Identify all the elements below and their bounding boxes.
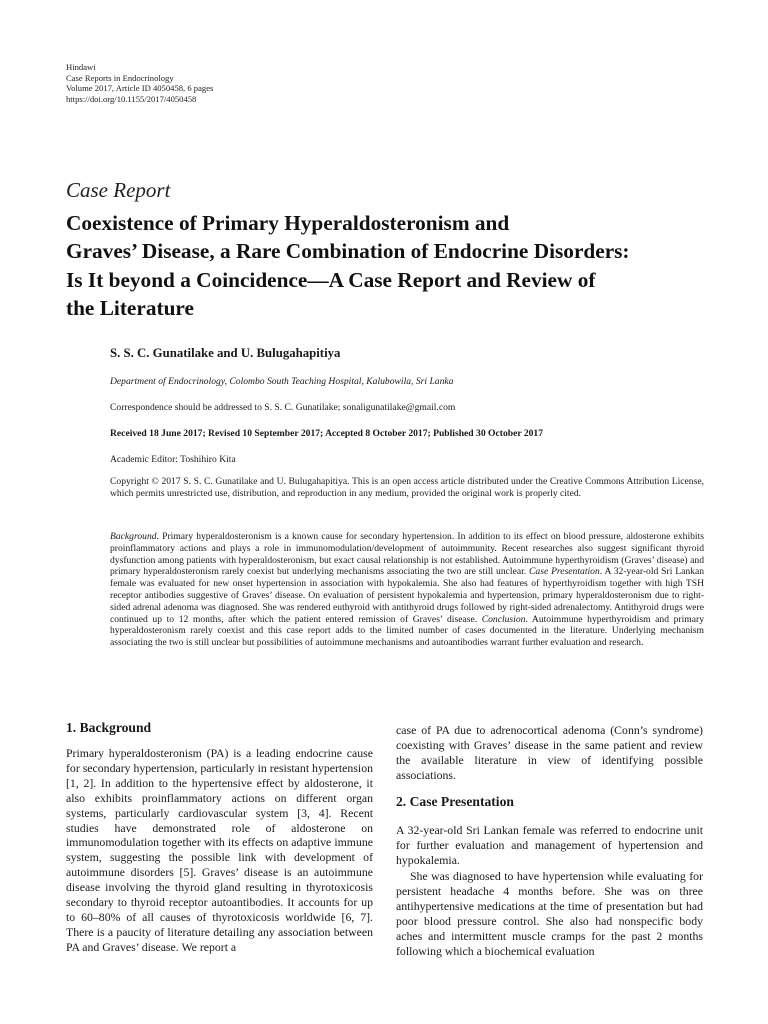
section-heading-case-presentation: 2. Case Presentation — [396, 794, 514, 809]
case-paragraph: She was diagnosed to have hypertension while evaluating for persistent headache 4 months before. She was on three antihypertensive medications at the time of presentation but had poor blood pressure control. She also had nonspecific body aches and intermittent muscle cramps for the past 2 months following which a biochemical evaluation — [396, 869, 703, 958]
case-paragraph: A 32-year-old Sri Lankan female was referred to endocrine unit for further evaluation and management of hypertension and hypokalemia. — [396, 823, 703, 867]
title-line: the Literature — [66, 295, 194, 320]
abstract — [110, 531, 704, 649]
abstract-conclusion-label: Conclusion — [481, 613, 526, 625]
authors: S. S. C. Gunatilake and U. Bulugahapitiya — [110, 346, 341, 360]
journal-header — [66, 62, 213, 104]
abstract-background-text: . Primary hyperaldosteronism is a known cause for secondary hypertension. In addition to its effect on blood pressure, aldosterone exhibits proinflammatory actions and plays a role in immunomodulation/development of autoimmunity. Recent researches also suggest significant thyroid dysfunction among patients with hyperaldosteronism, but exact causal relationship is not established. Autoimmune hyperthyroidism (Graves’ disease) and primary hyperaldosteronism rarely coexist but underlying mechanisms associating the two are still unclear. — [110, 531, 704, 578]
journal-volume: Volume 2017, Article ID 4050458, 6 pages — [66, 83, 214, 93]
title-line: Is It beyond a Coincidence—A Case Report and Review of — [66, 267, 596, 292]
article-type: Case Report — [66, 178, 171, 202]
title-line: Graves’ Disease, a Rare Combination of Endocrine Disorders: — [66, 239, 630, 264]
abstract-background-label: Background — [110, 531, 157, 542]
background-paragraph: Primary hyperaldosteronism (PA) is a leading endocrine cause for secondary hypertension, particularly in resistant hypertension [1, 2]. In addition to the hypertensive effect by aldosterone, it also exhibits proinflammatory actions on different organ systems, particularly cardiovascular system [3, 4]. Recent studies have demonstrated role of aldosterone on immunomodulation together with its effects on adaptive immune system, suggesting the possible link with development of autoimmune disorders [5]. Graves’ disease is an autoimmune disease involving the thyroid gland resulting in thyrotoxicosis secondary to thyroid receptor autoantibodies. It accounts for up to 60–80% of all causes of thyrotoxicosis worldwide [6, 7]. There is a paucity of literature detailing any association between PA and Graves’ disease. We report a — [66, 746, 373, 954]
publication-dates: Received 18 June 2017; Revised 10 September 2017; Accepted 8 October 2017; Published 30 October 2017 — [110, 428, 544, 439]
article-title — [66, 209, 706, 322]
journal-name: Case Reports in Endocrinology — [66, 72, 174, 83]
copyright-notice: Copyright © 2017 S. S. C. Gunatilake and U. Bulugahapitiya. This is an open access article distributed under the Creative Commons Attribution License, which permits unrestricted use, distribution, and reproduction in any medium, provided the original work is properly cited. — [110, 476, 704, 499]
publisher-name: Hindawi — [66, 62, 96, 72]
correspondence: Correspondence should be addressed to S. S. C. Gunatilake; sonaligunatilake@gmail.com — [110, 402, 456, 413]
background-paragraph-continued: case of PA due to adrenocortical adenoma (Conn’s syndrome) coexisting with Graves’ disease in the same patient and review the available literature in view of identifying possible associations. — [396, 723, 703, 782]
abstract-conclusion-text: . Autoimmune hyperthyroidism and primary hyperaldosteronism rarely coexist and this case report adds to the limited number of cases documented in the literature. Underlying mechanism associating the two is still unclear but possibilities of autoimmune mechanisms and autoantibodies warrant further evaluation and research. — [110, 613, 704, 649]
section-heading-background: 1. Background — [66, 720, 152, 735]
affiliation: Department of Endocrinology, Colombo South Teaching Hospital, Kalubowila, Sri Lanka — [110, 376, 454, 387]
abstract-case-text: . A 32-year-old Sri Lankan female was evaluated for new onset hypertension in association with hypokalemia. She also had features of hyperthyroidism together with high TSH receptor antibodies suggestive of Graves’ disease. On evaluation of persistent hypokalemia and hypertension, primary hyperaldosteronism due to right-sided adrenal adenoma was diagnosed. She was rendered euthyroid with antithyroid drugs followed by right-sided adrenalectomy. Antithyroid drugs were continued up to 12 months, after which the patient entered remission of Graves’ disease. — [110, 566, 704, 625]
abstract-case-label: Case Presentation — [529, 566, 600, 578]
journal-doi[interactable]: https://doi.org/10.1155/2017/4050458 — [66, 93, 197, 104]
academic-editor: Academic Editor: Toshihiro Kita — [110, 454, 236, 465]
title-line: Coexistence of Primary Hyperaldosteronism and — [66, 211, 510, 235]
